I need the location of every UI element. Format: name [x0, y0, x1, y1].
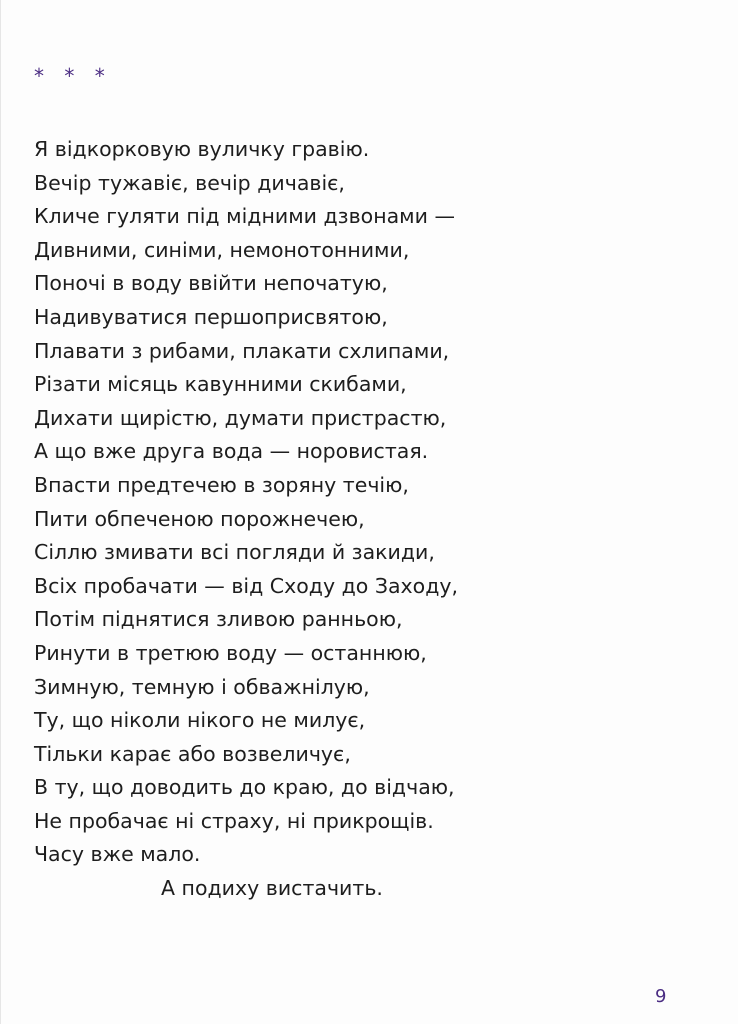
poem-line: Сіллю змивати всі погляди й закиди,	[34, 540, 435, 565]
poem-line: Потім піднятися зливою ранньою,	[34, 607, 403, 632]
poem-line: Всіх пробачати — від Сходу до Заходу,	[34, 573, 459, 598]
poem-line: В ту, що доводить до краю, до відчаю,	[34, 775, 455, 800]
poem-line: Зимную, темную і обважнілую,	[34, 674, 370, 699]
poem-line: Ринути в третюю воду — останнюю,	[34, 640, 427, 665]
poem-line: Пити обпеченою порожнечею,	[34, 506, 365, 531]
poem-line: Поночі в воду ввійти непочатую,	[34, 271, 388, 296]
poem-line: Я відкорковую вуличку гравію.	[34, 137, 370, 161]
poem-line: Надивуватися першоприсвятою,	[34, 304, 388, 329]
page-number: 9	[655, 986, 667, 1007]
poem-line: Впасти предтечею в зоряну течію,	[34, 472, 409, 497]
poem-line: Тільки карає або возвеличує,	[34, 741, 351, 766]
poem-line: Кличе гуляти під мідними дзвонами —	[34, 204, 455, 229]
section-ornament: * * *	[34, 64, 112, 88]
poem-final-line: А подиху вистачить.	[161, 876, 383, 901]
poem-line: Різати місяць кавунними скибами,	[34, 372, 407, 397]
poem-line: Дивними, синіми, немонотонними,	[34, 237, 410, 262]
poem-line: Часу вже мало.	[34, 842, 201, 867]
poem-line: Вечір тужавіє, вечір дичавіє,	[34, 170, 345, 195]
poem-line: Дихати щирістю, думати пристрастю,	[34, 405, 447, 430]
poem-line: А що вже друга вода — норовистая.	[34, 439, 429, 464]
poem-line: Не пробачає ні страху, ні прикрощів.	[34, 808, 434, 833]
poem-line: Плавати з рибами, плакати схлипами,	[34, 338, 450, 363]
poem	[34, 133, 458, 906]
poem-line: Ту, що ніколи нікого не милує,	[34, 708, 366, 733]
